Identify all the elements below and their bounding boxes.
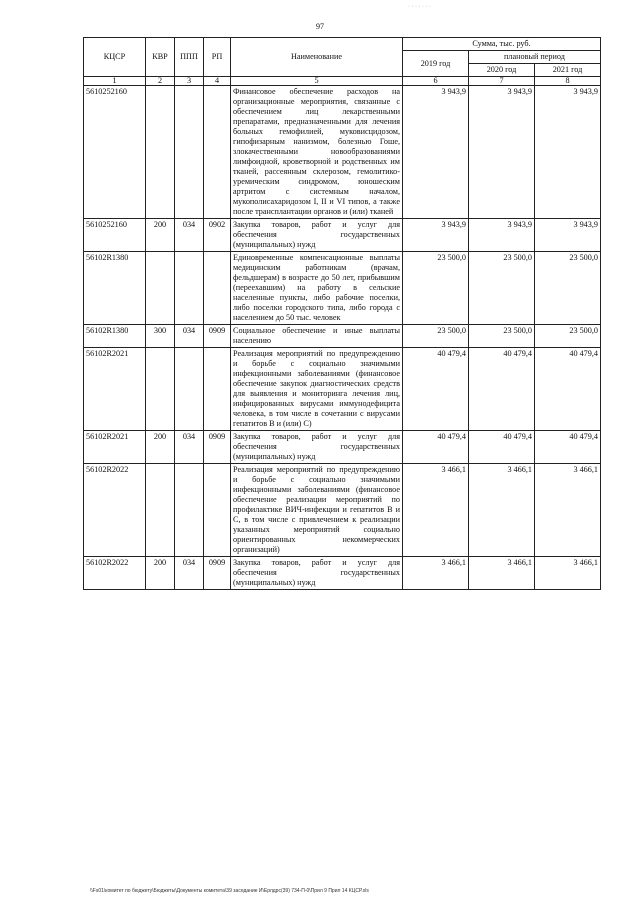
rp-cell: 0909 (204, 431, 231, 464)
kcsr-cell: 56102R2021 (84, 348, 146, 431)
col-number: 2 (146, 77, 175, 86)
sum-2020-cell: 3 466,1 (469, 557, 535, 590)
table-row (84, 219, 601, 252)
kvr-cell: 200 (146, 557, 175, 590)
rp-cell: 0909 (204, 557, 231, 590)
col-number: 7 (469, 77, 535, 86)
header-2019: 2019 год (403, 51, 469, 77)
table-row (84, 557, 601, 590)
sum-2020-cell: 40 479,4 (469, 348, 535, 431)
name-cell: Закупка товаров, работ и услуг для обеспечения государственных (муниципальных) нужд (231, 431, 403, 464)
sum-2021-cell: 3 943,9 (535, 86, 601, 219)
ppp-cell (175, 252, 204, 325)
kvr-cell (146, 86, 175, 219)
ppp-cell: 034 (175, 431, 204, 464)
name-cell: Закупка товаров, работ и услуг для обеспечения государственных (муниципальных) нужд (231, 219, 403, 252)
table-row (84, 348, 601, 431)
header-2020: 2020 год (469, 64, 535, 77)
col-number: 1 (84, 77, 146, 86)
scan-artifact: · · · · · · · (408, 4, 431, 10)
kvr-cell (146, 348, 175, 431)
col-number: 3 (175, 77, 204, 86)
budget-table (83, 37, 601, 590)
kvr-cell (146, 252, 175, 325)
sum-2021-cell: 3 466,1 (535, 464, 601, 557)
kvr-cell (146, 464, 175, 557)
sum-2020-cell: 40 479,4 (469, 431, 535, 464)
name-cell: Реализация мероприятий по предупреждению и борьбе с социально значимыми инфекционными заболеваниями (финансовое обеспечение реализации мероприятий по профилактике ВИЧ-инфекции и гепатитов В и С, в том числе с привлечением к реализации указанных мероприятий социально ориентированных некоммерческих организаций) (231, 464, 403, 557)
sum-2020-cell: 3 943,9 (469, 86, 535, 219)
sum-2019-cell: 3 466,1 (403, 464, 469, 557)
column-number-row (84, 77, 601, 86)
rp-cell (204, 348, 231, 431)
sum-2021-cell: 23 500,0 (535, 252, 601, 325)
ppp-cell (175, 348, 204, 431)
header-ppp: ППП (175, 38, 204, 77)
kvr-cell: 300 (146, 325, 175, 348)
name-cell: Социальное обеспечение и иные выплаты населению (231, 325, 403, 348)
name-cell: Финансовое обеспечение расходов на организационные мероприятия, связанные с обеспечением лиц лекарственными препаратами, предназначенными для лечения больных гемофилией, муковисцидозом, гипофизарным нанизмом, болезнью Гоше, злокачественными новообразованиями лимфоидной, кроветворной и родственных им тканей, рассеянным склерозом, гемолитико-уремическим синдромом, юношеским артритом с системным началом, мукополисахаридозом I, II и VI типов, а также после трансплантации органов и (или) тканей (231, 86, 403, 219)
col-number: 4 (204, 77, 231, 86)
rp-cell: 0909 (204, 325, 231, 348)
table-row (84, 325, 601, 348)
kcsr-cell: 56102R2022 (84, 464, 146, 557)
table-row (84, 464, 601, 557)
sum-2021-cell: 3 943,9 (535, 219, 601, 252)
rp-cell (204, 86, 231, 219)
table-row (84, 86, 601, 219)
header-rp: РП (204, 38, 231, 77)
col-number: 6 (403, 77, 469, 86)
name-cell: Единовременные компенсационные выплаты медицинским работникам (врачам, фельдшерам) в возрасте до 50 лет, прибывшим (переехавшим) на работу в сельские населенные пункты, либо рабочие поселки, либо поселки городского типа, либо города с населением до 50 тыс. человек (231, 252, 403, 325)
rp-cell: 0902 (204, 219, 231, 252)
header-sum-group: Сумма, тыс. руб. (403, 38, 601, 51)
sum-2019-cell: 3 466,1 (403, 557, 469, 590)
kcsr-cell: 56102R2022 (84, 557, 146, 590)
sum-2020-cell: 23 500,0 (469, 325, 535, 348)
header-kvr: КВР (146, 38, 175, 77)
col-number: 8 (535, 77, 601, 86)
sum-2021-cell: 23 500,0 (535, 325, 601, 348)
kcsr-cell: 56102R1380 (84, 252, 146, 325)
sum-2019-cell: 3 943,9 (403, 219, 469, 252)
sum-2021-cell: 3 466,1 (535, 557, 601, 590)
col-number: 5 (231, 77, 403, 86)
name-cell: Закупка товаров, работ и услуг для обеспечения государственных (муниципальных) нужд (231, 557, 403, 590)
sum-2020-cell: 3 943,9 (469, 219, 535, 252)
ppp-cell (175, 86, 204, 219)
table-row (84, 431, 601, 464)
sum-2019-cell: 23 500,0 (403, 252, 469, 325)
ppp-cell (175, 464, 204, 557)
rp-cell (204, 252, 231, 325)
kvr-cell: 200 (146, 431, 175, 464)
table-row (84, 252, 601, 325)
file-path-footer: \\Fs01\комитет по бюджету\Бюджеты\Документы комитета\39 заседание И\Ерлдрс(39) 734-П-0\Прил 9 Прил 14 КЦСР.xls (90, 888, 369, 894)
kcsr-cell: 56102R1380 (84, 325, 146, 348)
sum-2019-cell: 40 479,4 (403, 348, 469, 431)
header-2021: 2021 год (535, 64, 601, 77)
sum-2019-cell: 23 500,0 (403, 325, 469, 348)
ppp-cell: 034 (175, 325, 204, 348)
page-number: 97 (316, 22, 324, 31)
header-planned-period: плановый период (469, 51, 601, 64)
sum-2021-cell: 40 479,4 (535, 348, 601, 431)
sum-2021-cell: 40 479,4 (535, 431, 601, 464)
sum-2019-cell: 3 943,9 (403, 86, 469, 219)
kcsr-cell: 5610252160 (84, 219, 146, 252)
ppp-cell: 034 (175, 219, 204, 252)
ppp-cell: 034 (175, 557, 204, 590)
kcsr-cell: 56102R2021 (84, 431, 146, 464)
kcsr-cell: 5610252160 (84, 86, 146, 219)
sum-2019-cell: 40 479,4 (403, 431, 469, 464)
name-cell: Реализация мероприятий по предупреждению и борьбе с социально значимыми инфекционными заболеваниями (финансовое обеспечение закупок диагностических средств для выявления и мониторинга лечения лиц, инфицированных вирусами иммунодефицита человека, в том числе в сочетании с вирусами гепатитов В и (или) С) (231, 348, 403, 431)
rp-cell (204, 464, 231, 557)
header-name: Наименование (231, 38, 403, 77)
sum-2020-cell: 3 466,1 (469, 464, 535, 557)
kvr-cell: 200 (146, 219, 175, 252)
header-kcsr: КЦСР (84, 38, 146, 77)
sum-2020-cell: 23 500,0 (469, 252, 535, 325)
